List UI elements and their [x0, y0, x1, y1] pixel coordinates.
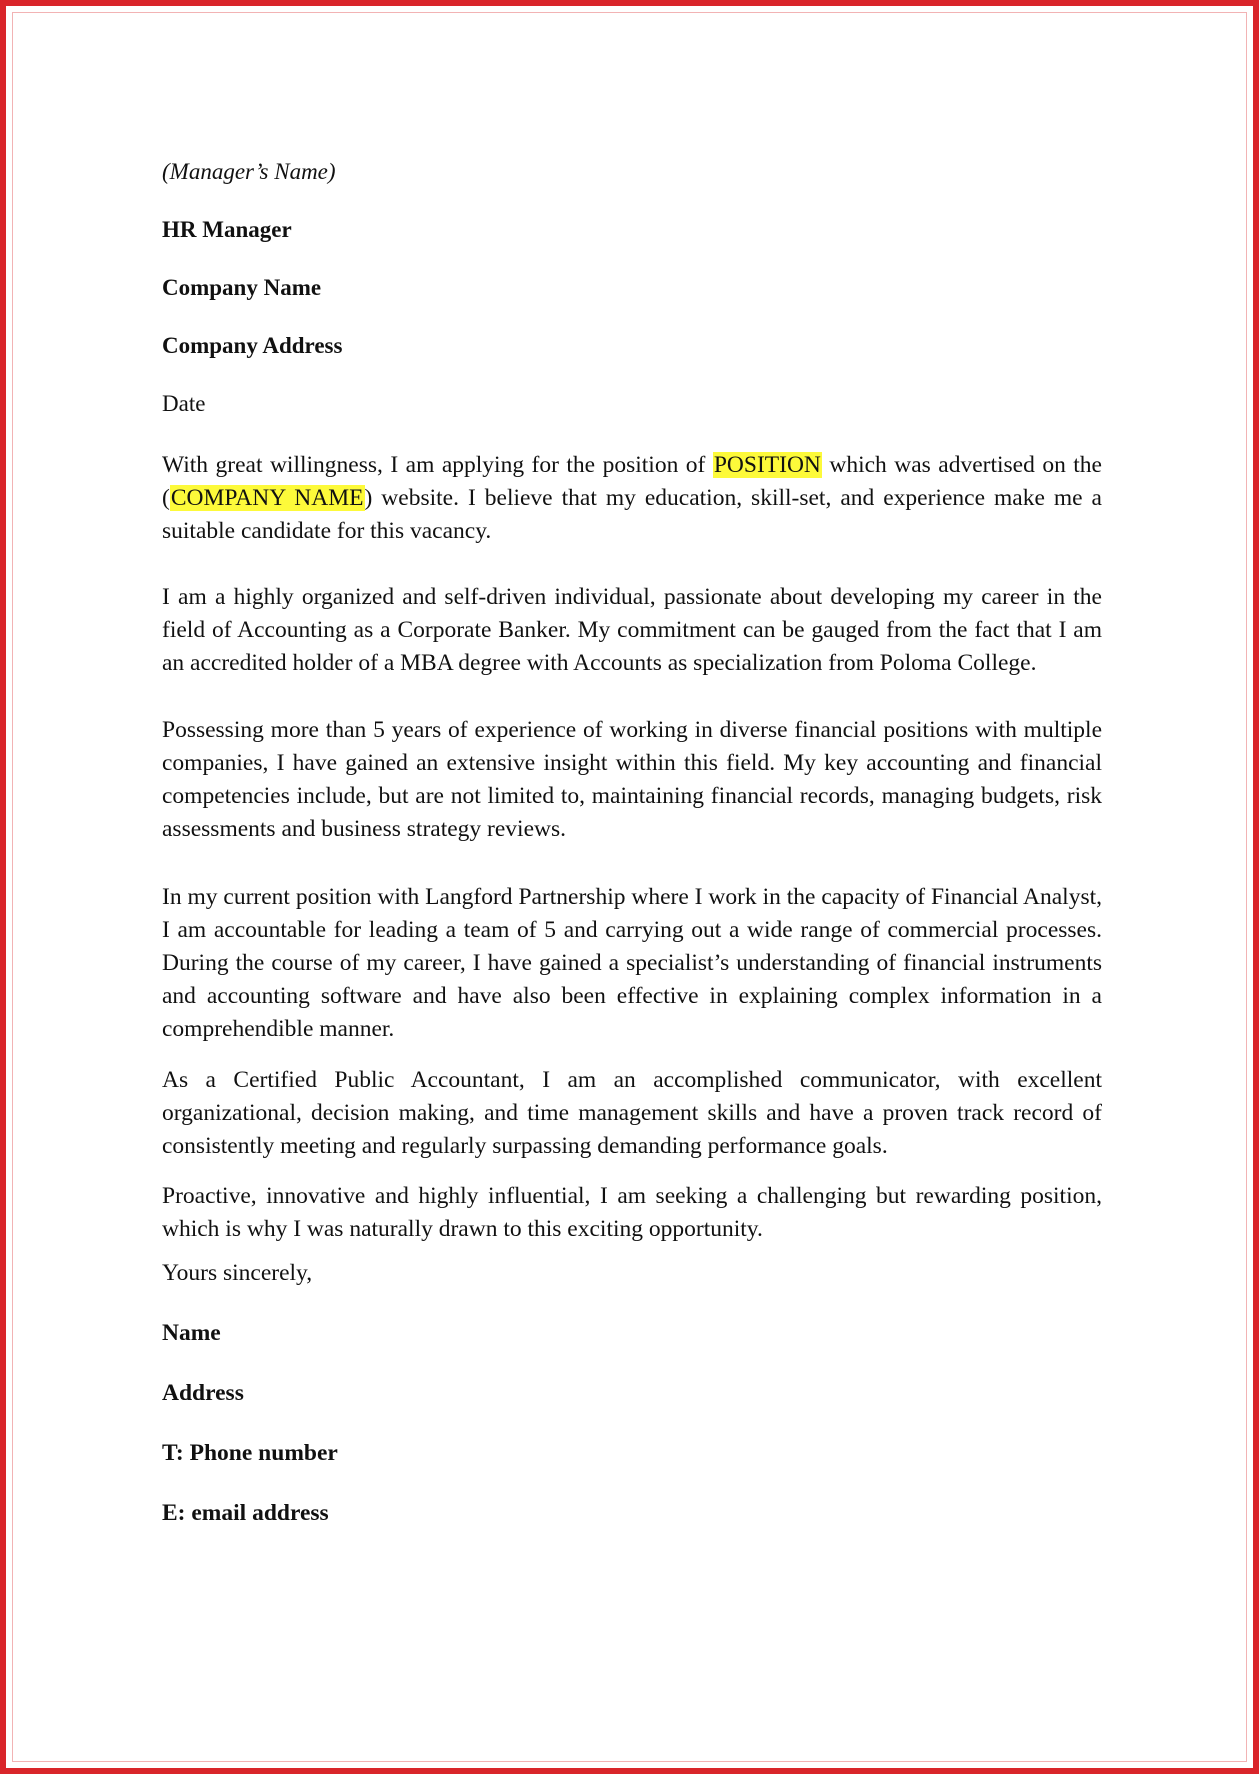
- manager-name: (Manager’s Name): [162, 159, 336, 184]
- salutation: Yours sincerely,: [162, 1260, 313, 1286]
- signature-address: Address: [162, 1380, 244, 1406]
- signature-email: E: email address: [162, 1500, 329, 1526]
- intro-text-middle: which was advertised on the (: [162, 452, 1102, 511]
- paragraph-skills: As a Certified Public Accountant, I am an accomplished communicator, with excellent organizational, decision making, and time management skills and have a proven track record of consistently meeting and regularly surpassing demanding performance goals.: [162, 1067, 1102, 1159]
- paragraph-background: I am a highly organized and self-driven individual, passionate about developing my career in the field of Accounting as a Corporate Banker. My commitment can be gauged from the fact that I am an accredited holder of a MBA degree with Accounts as specialization from Poloma College.: [162, 584, 1102, 676]
- paragraph-current-position: In my current position with Langford Partnership where I work in the capacity of Financial Analyst, I am accountable for leading a team of 5 and carrying out a wide range of commercial processes. During the course of my career, I have gained a specialist’s understanding of financial instruments and accounting software and have also been effective in explaining complex information in a comprehendible manner.: [162, 884, 1102, 1042]
- signature-name: Name: [162, 1320, 221, 1346]
- paragraph-intro: [162, 449, 1102, 548]
- intro-text-start: With great willingness, I am applying for the position of: [162, 452, 713, 478]
- position-placeholder: POSITION: [713, 452, 821, 478]
- company-name-placeholder: COMPANY NAME: [170, 485, 364, 511]
- date: Date: [162, 391, 206, 416]
- company-address: Company Address: [162, 333, 343, 358]
- recipient-title: HR Manager: [162, 217, 292, 242]
- intro-text-end: ) website. I believe that my education, skill-set, and experience make me a suitable candidate for this vacancy.: [162, 485, 1102, 544]
- paragraph-experience: Possessing more than 5 years of experience of working in diverse financial positions with multiple companies, I have gained an extensive insight within this field. My key accounting and financial competencies include, but are not limited to, maintaining financial records, managing budgets, risk assessments and business strategy reviews.: [162, 717, 1102, 842]
- cover-letter: [162, 159, 1102, 1560]
- signature-phone: T: Phone number: [162, 1440, 338, 1466]
- company-name: Company Name: [162, 275, 322, 300]
- paragraph-motivation: Proactive, innovative and highly influential, I am seeking a challenging but rewarding position, which is why I was naturally drawn to this exciting opportunity.: [162, 1183, 1102, 1242]
